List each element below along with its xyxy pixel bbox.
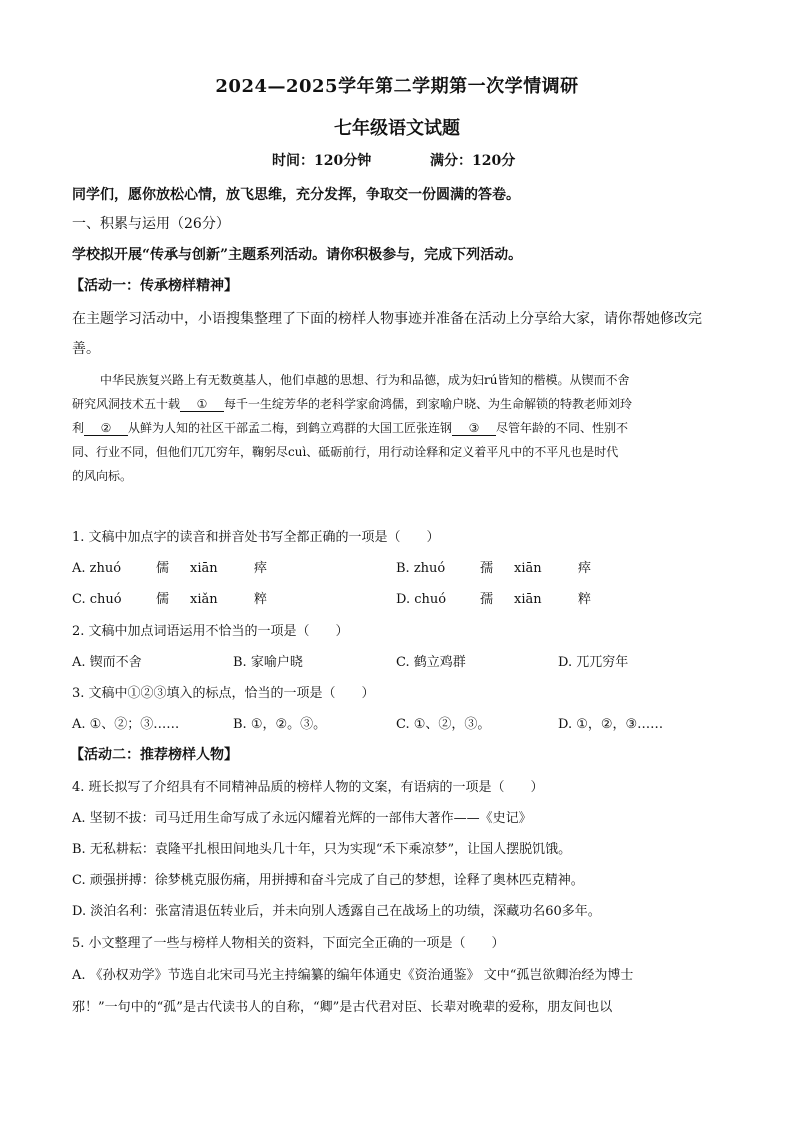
activity-intro: 学校拟开展“传承与创新”主题系列活动。请你积极参与，完成下列活动。: [72, 247, 523, 263]
option-char: 儒: [156, 561, 170, 576]
option-pinyin: xiān: [514, 592, 542, 607]
option-pinyin: xiān: [190, 561, 218, 576]
blank-3: ③: [452, 421, 496, 436]
q1-option-d[interactable]: [396, 588, 591, 607]
blank-1: ①: [180, 397, 224, 412]
q4-option-c[interactable]: C. 顽强拼搏：徐梦桃克服伤痛，用拼搏和奋斗完成了自己的梦想，诠释了奥林匹克精神。: [72, 873, 584, 888]
q1-option-a[interactable]: [72, 557, 267, 576]
exam-title: 2024—2025学年第二学期第一次学情调研: [215, 76, 579, 97]
q1-option-c[interactable]: [72, 588, 267, 607]
passage-line: 同、行业不同，但他们兀兀穷年，鞠躬尽cuì、砥砺前行，用行动诠释和定义着平凡中的不平凡也是时代: [72, 445, 619, 459]
passage-text: 利: [72, 421, 85, 435]
passage-line: [72, 416, 732, 440]
passage-line: [72, 392, 732, 416]
question-3-stem: 3. 文稿中①②③填入的标点，恰当的一项是（ ）: [72, 686, 375, 701]
activity1-title: 【活动一：传承榜样精神】: [70, 278, 238, 294]
q2-option-b[interactable]: B. 家喻户晓: [233, 655, 303, 670]
passage: [72, 368, 732, 488]
option-char: 粹: [578, 592, 592, 607]
option-char: 粹: [254, 592, 268, 607]
blank-2: ②: [84, 421, 128, 436]
option-pinyin: B. zhuó: [396, 561, 446, 576]
passage-text: 尽管年龄的不同、性别不: [496, 421, 629, 435]
option-char: 孺: [480, 592, 494, 607]
passage-text: 每千一生绽芳华的老科学家俞鸿儒，到家喻户晓、为生命解锁的特教老师刘玲: [224, 397, 633, 411]
option-pinyin: xiān: [514, 561, 542, 576]
passage-text: 研究风洞技术五十载: [72, 397, 181, 411]
option-pinyin: A. zhuó: [72, 561, 122, 576]
q4-option-b[interactable]: B. 无私耕耘：袁隆平扎根田间地头几十年，只为实现“禾下乘凉梦”，让国人摆脱饥饿。: [72, 842, 572, 857]
q3-option-b[interactable]: B. ①，②。③。: [233, 717, 327, 732]
activity1-desc: 在主题学习活动中，小语搜集整理了下面的榜样人物事迹并准备在活动上分享给大家，请你帮她修改完: [72, 311, 702, 327]
activity2-title: 【活动二：推荐榜样人物】: [70, 747, 238, 763]
q3-option-a[interactable]: A. ①、②；③……: [72, 717, 180, 732]
option-char: 瘁: [578, 561, 592, 576]
section-heading: 一、积累与运用（26分）: [72, 216, 230, 232]
passage-line: 中华民族复兴路上有无数奠基人，他们卓越的思想、行为和品德，成为妇rú皆知的楷模。从锲而不舍: [100, 373, 630, 387]
q4-option-a[interactable]: A. 坚韧不拔：司马迁用生命写成了永远闪耀着光辉的一部伟大著作——《史记》: [72, 811, 532, 826]
intro-text: 同学们，愿你放松心情，放飞思维，充分发挥，争取交一份圆满的答卷。: [72, 187, 520, 203]
q3-option-d[interactable]: D. ①，②，③……: [558, 717, 664, 732]
option-char: 孺: [480, 561, 494, 576]
q5-option-a-cont: 邪！”一句中的“孤”是古代读书人的自称，“卿”是古代君对臣、长辈对晚辈的爱称，朋友间也以: [72, 1000, 613, 1015]
q5-option-a[interactable]: A. 《孙权劝学》节选自北宋司马光主持编纂的编年体通史《资治通鉴》 文中“孤岂欲卿治经为博士: [72, 968, 634, 983]
exam-subtitle: 七年级语文试题: [334, 118, 460, 139]
q2-option-d[interactable]: D. 兀兀穷年: [558, 655, 629, 670]
option-char: 瘁: [254, 561, 268, 576]
exam-time: 时间：120分钟: [272, 153, 372, 169]
exam-score: 满分：120分: [430, 153, 516, 169]
q3-option-c[interactable]: C. ①、②，③。: [396, 717, 491, 732]
option-pinyin: C. chuó: [72, 592, 122, 607]
passage-text: 从鲜为人知的社区干部孟二梅，到鹤立鸡群的大国工匠张连钢: [128, 421, 453, 435]
question-2-stem: 2. 文稿中加点词语运用不恰当的一项是（ ）: [72, 624, 349, 639]
option-pinyin: D. chuó: [396, 592, 447, 607]
q2-option-c[interactable]: C. 鹤立鸡群: [396, 655, 466, 670]
activity1-desc-cont: 善。: [72, 341, 100, 357]
q2-option-a[interactable]: A. 锲而不舍: [72, 655, 142, 670]
option-pinyin: xiǎn: [190, 592, 218, 607]
question-5-stem: 5. 小文整理了一些与榜样人物相关的资料，下面完全正确的一项是（ ）: [72, 936, 505, 951]
q4-option-d[interactable]: D. 淡泊名利：张富清退伍转业后，并未向别人透露自己在战场上的功绩，深藏功名60多年。: [72, 904, 601, 919]
passage-line: 的风向标。: [72, 469, 133, 483]
question-4-stem: 4. 班长拟写了介绍具有不同精神品质的榜样人物的文案，有语病的一项是（ ）: [72, 780, 544, 795]
q1-option-b[interactable]: [396, 557, 591, 576]
option-char: 儒: [156, 592, 170, 607]
question-1-stem: 1. 文稿中加点字的读音和拼音处书写全都正确的一项是（ ）: [72, 530, 440, 545]
